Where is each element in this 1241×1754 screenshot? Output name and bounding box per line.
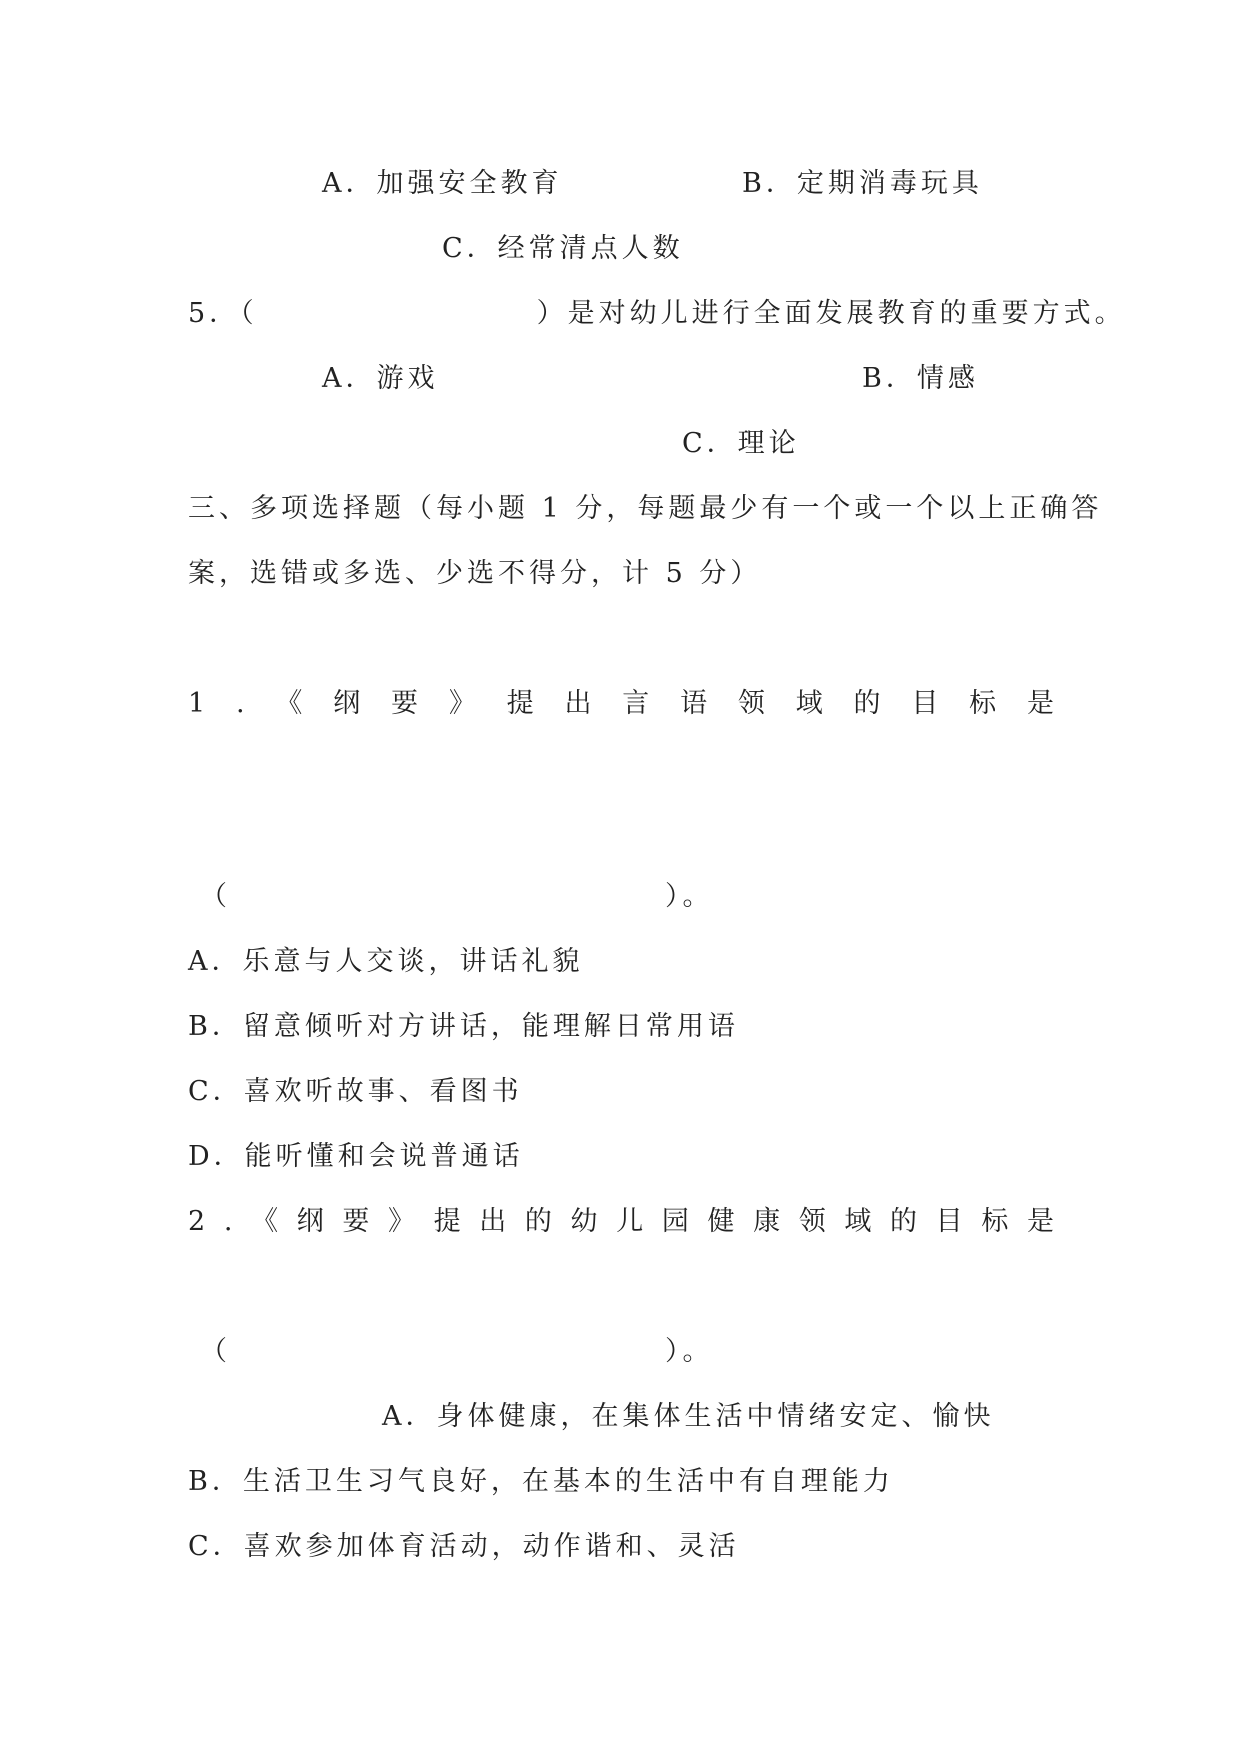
- stem-char: 的: [524, 1206, 552, 1237]
- stem-char: 2: [188, 1206, 206, 1237]
- q5-stem: 5．（ ）是对幼儿进行全面发展教育的重要方式。: [188, 298, 1126, 329]
- stem-char: 出: [479, 1206, 507, 1237]
- stem-char: 提: [506, 688, 534, 719]
- stem-char: 要: [391, 688, 419, 719]
- q5-option-a: A．游戏: [322, 363, 439, 394]
- stem-char: 幼: [570, 1206, 598, 1237]
- q5-option-c: C．理论: [682, 428, 800, 459]
- stem-char: 要: [342, 1206, 370, 1237]
- q4-option-b: B．定期消毒玩具: [742, 168, 983, 199]
- mq1-option-c: C．喜欢听故事、看图书: [188, 1076, 523, 1107]
- section3-heading-line1: 三、多项选择题（每小题 1 分，每题最少有一个或一个以上正确答: [188, 493, 1103, 524]
- section3-heading-line2: 案，选错或多选、少选不得分，计 5 分）: [188, 558, 762, 589]
- stem-char: 域: [844, 1206, 872, 1237]
- mq2-option-b: B．生活卫生习气良好，在基本的生活中有自理能力: [188, 1466, 894, 1497]
- stem-char: .: [223, 1206, 233, 1237]
- stem-char: 儿: [616, 1206, 644, 1237]
- mq1-stem: [188, 687, 1054, 721]
- mq2-stem: [188, 1205, 1054, 1239]
- q5-option-b: B．情感: [862, 363, 979, 394]
- stem-char: 1: [188, 688, 206, 719]
- mq2-blank: （ ）。: [200, 1336, 714, 1367]
- stem-char: 是: [1026, 1206, 1054, 1237]
- stem-char: 《: [275, 688, 303, 719]
- stem-char: 目: [911, 688, 939, 719]
- stem-char: 的: [890, 1206, 918, 1237]
- stem-char: 的: [853, 688, 881, 719]
- mq1-option-a: A．乐意与人交谈，讲话礼貌: [188, 946, 584, 977]
- stem-char: 领: [737, 688, 765, 719]
- stem-char: 出: [564, 688, 592, 719]
- stem-char: 标: [981, 1206, 1009, 1237]
- stem-char: 域: [795, 688, 823, 719]
- q4-option-a: A．加强安全教育: [322, 168, 563, 199]
- stem-char: 》: [448, 688, 476, 719]
- stem-char: 园: [661, 1206, 689, 1237]
- mq1-blank: （ ）。: [200, 881, 714, 912]
- q4-option-c: C．经常清点人数: [442, 233, 684, 264]
- stem-char: 纲: [296, 1206, 324, 1237]
- stem-char: 健: [707, 1206, 735, 1237]
- mq2-option-a: A．身体健康，在集体生活中情绪安定、愉快: [382, 1401, 995, 1432]
- stem-char: 领: [798, 1206, 826, 1237]
- stem-char: 》: [387, 1206, 415, 1237]
- stem-char: 提: [433, 1206, 461, 1237]
- stem-char: 目: [935, 1206, 963, 1237]
- mq2-option-c: C．喜欢参加体育活动，动作谐和、灵活: [188, 1531, 740, 1562]
- stem-char: 康: [753, 1206, 781, 1237]
- stem-char: .: [236, 688, 245, 719]
- mq1-option-b: B．留意倾听对方讲话，能理解日常用语: [188, 1011, 739, 1042]
- stem-char: 语: [680, 688, 708, 719]
- stem-char: 言: [622, 688, 650, 719]
- mq1-option-d: D．能听懂和会说普通话: [188, 1141, 524, 1172]
- stem-char: 纲: [333, 688, 361, 719]
- stem-char: 《: [251, 1206, 279, 1237]
- stem-char: 是: [1026, 688, 1054, 719]
- stem-char: 标: [969, 688, 997, 719]
